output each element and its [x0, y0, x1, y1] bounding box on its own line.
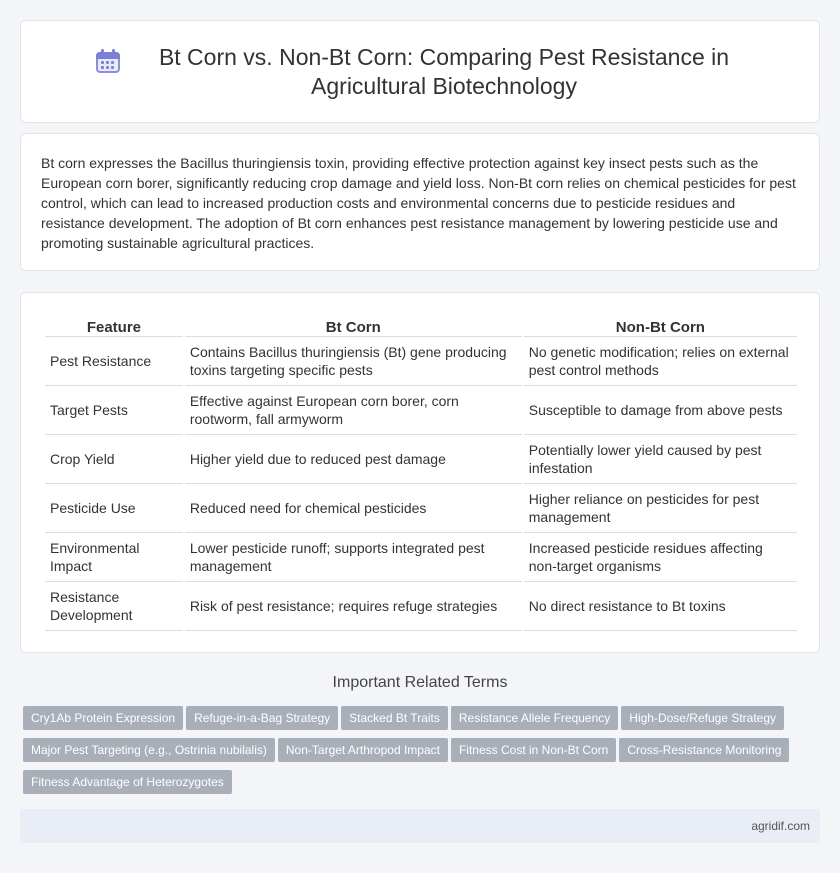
page-title: Bt Corn vs. Non-Bt Corn: Comparing Pest Resistance in Agricultural Biotechnology — [158, 43, 730, 99]
term-tag[interactable]: Cry1Ab Protein Expression — [23, 706, 183, 730]
table-cell: No genetic modification; relies on external pest control methods — [524, 337, 797, 386]
table-cell: No direct resistance to Bt toxins — [524, 582, 797, 631]
related-terms-title: Important Related Terms — [332, 674, 508, 691]
term-tag[interactable]: Fitness Cost in Non-Bt Corn — [451, 738, 616, 762]
table-cell: Target Pests — [45, 386, 183, 435]
table-row — [45, 337, 797, 386]
term-tag[interactable]: Stacked Bt Traits — [341, 706, 448, 730]
table-row — [45, 386, 797, 435]
term-tag[interactable]: Refuge-in-a-Bag Strategy — [186, 706, 338, 730]
comparison-table — [43, 311, 799, 631]
table-row — [45, 484, 797, 533]
table-cell: Resistance Development — [45, 582, 183, 631]
table-cell: Pest Resistance — [45, 337, 183, 386]
footer — [20, 809, 820, 843]
header-bt-corn: Bt Corn — [185, 311, 522, 337]
table-cell: Lower pesticide runoff; supports integrated pest management — [185, 533, 522, 582]
table-cell: Crop Yield — [45, 435, 183, 484]
term-tag[interactable]: Cross-Resistance Monitoring — [619, 738, 789, 762]
table-cell: Environmental Impact — [45, 533, 183, 582]
table-cell: Higher reliance on pesticides for pest management — [524, 484, 797, 533]
header-feature: Feature — [45, 311, 183, 337]
term-tag[interactable]: Major Pest Targeting (e.g., Ostrinia nubilalis) — [23, 738, 275, 762]
comparison-table-card — [20, 292, 820, 653]
table-cell: Higher yield due to reduced pest damage — [185, 435, 522, 484]
term-tag[interactable]: High-Dose/Refuge Strategy — [621, 706, 784, 730]
title-card — [20, 20, 820, 123]
table-row — [45, 582, 797, 631]
header-non-bt-corn: Non-Bt Corn — [524, 311, 797, 337]
table-cell: Contains Bacillus thuringiensis (Bt) gene producing toxins targeting specific pests — [185, 337, 522, 386]
table-header-row — [45, 311, 797, 337]
table-cell: Increased pesticide residues affecting non-target organisms — [524, 533, 797, 582]
intro-text: Bt corn expresses the Bacillus thuringiensis toxin, providing effective protection against key insect pests such as the European corn borer, significantly reducing crop damage and yield loss. Non-Bt corn relies on chemical pesticides for pest control, which can lead to increased production costs and environmental concerns due to pesticide residues and resistance development. The adoption of Bt corn enhances pest resistance management by lowering pesticide use and promoting sustainable agricultural practices. — [41, 155, 796, 251]
term-tag[interactable]: Fitness Advantage of Heterozygotes — [23, 770, 232, 794]
table-row — [45, 533, 797, 582]
table-cell: Risk of pest resistance; requires refuge strategies — [185, 582, 522, 631]
term-tag[interactable]: Non-Target Arthropod Impact — [278, 738, 448, 762]
table-cell: Reduced need for chemical pesticides — [185, 484, 522, 533]
table-row — [45, 435, 797, 484]
intro-card — [20, 133, 820, 271]
table-cell: Effective against European corn borer, corn rootworm, fall armyworm — [185, 386, 522, 435]
calendar-icon — [96, 49, 120, 73]
table-cell: Potentially lower yield caused by pest infestation — [524, 435, 797, 484]
related-terms-list — [23, 706, 823, 802]
footer-site[interactable]: agridif.com — [751, 819, 810, 833]
table-cell: Susceptible to damage from above pests — [524, 386, 797, 435]
term-tag[interactable]: Resistance Allele Frequency — [451, 706, 618, 730]
table-cell: Pesticide Use — [45, 484, 183, 533]
